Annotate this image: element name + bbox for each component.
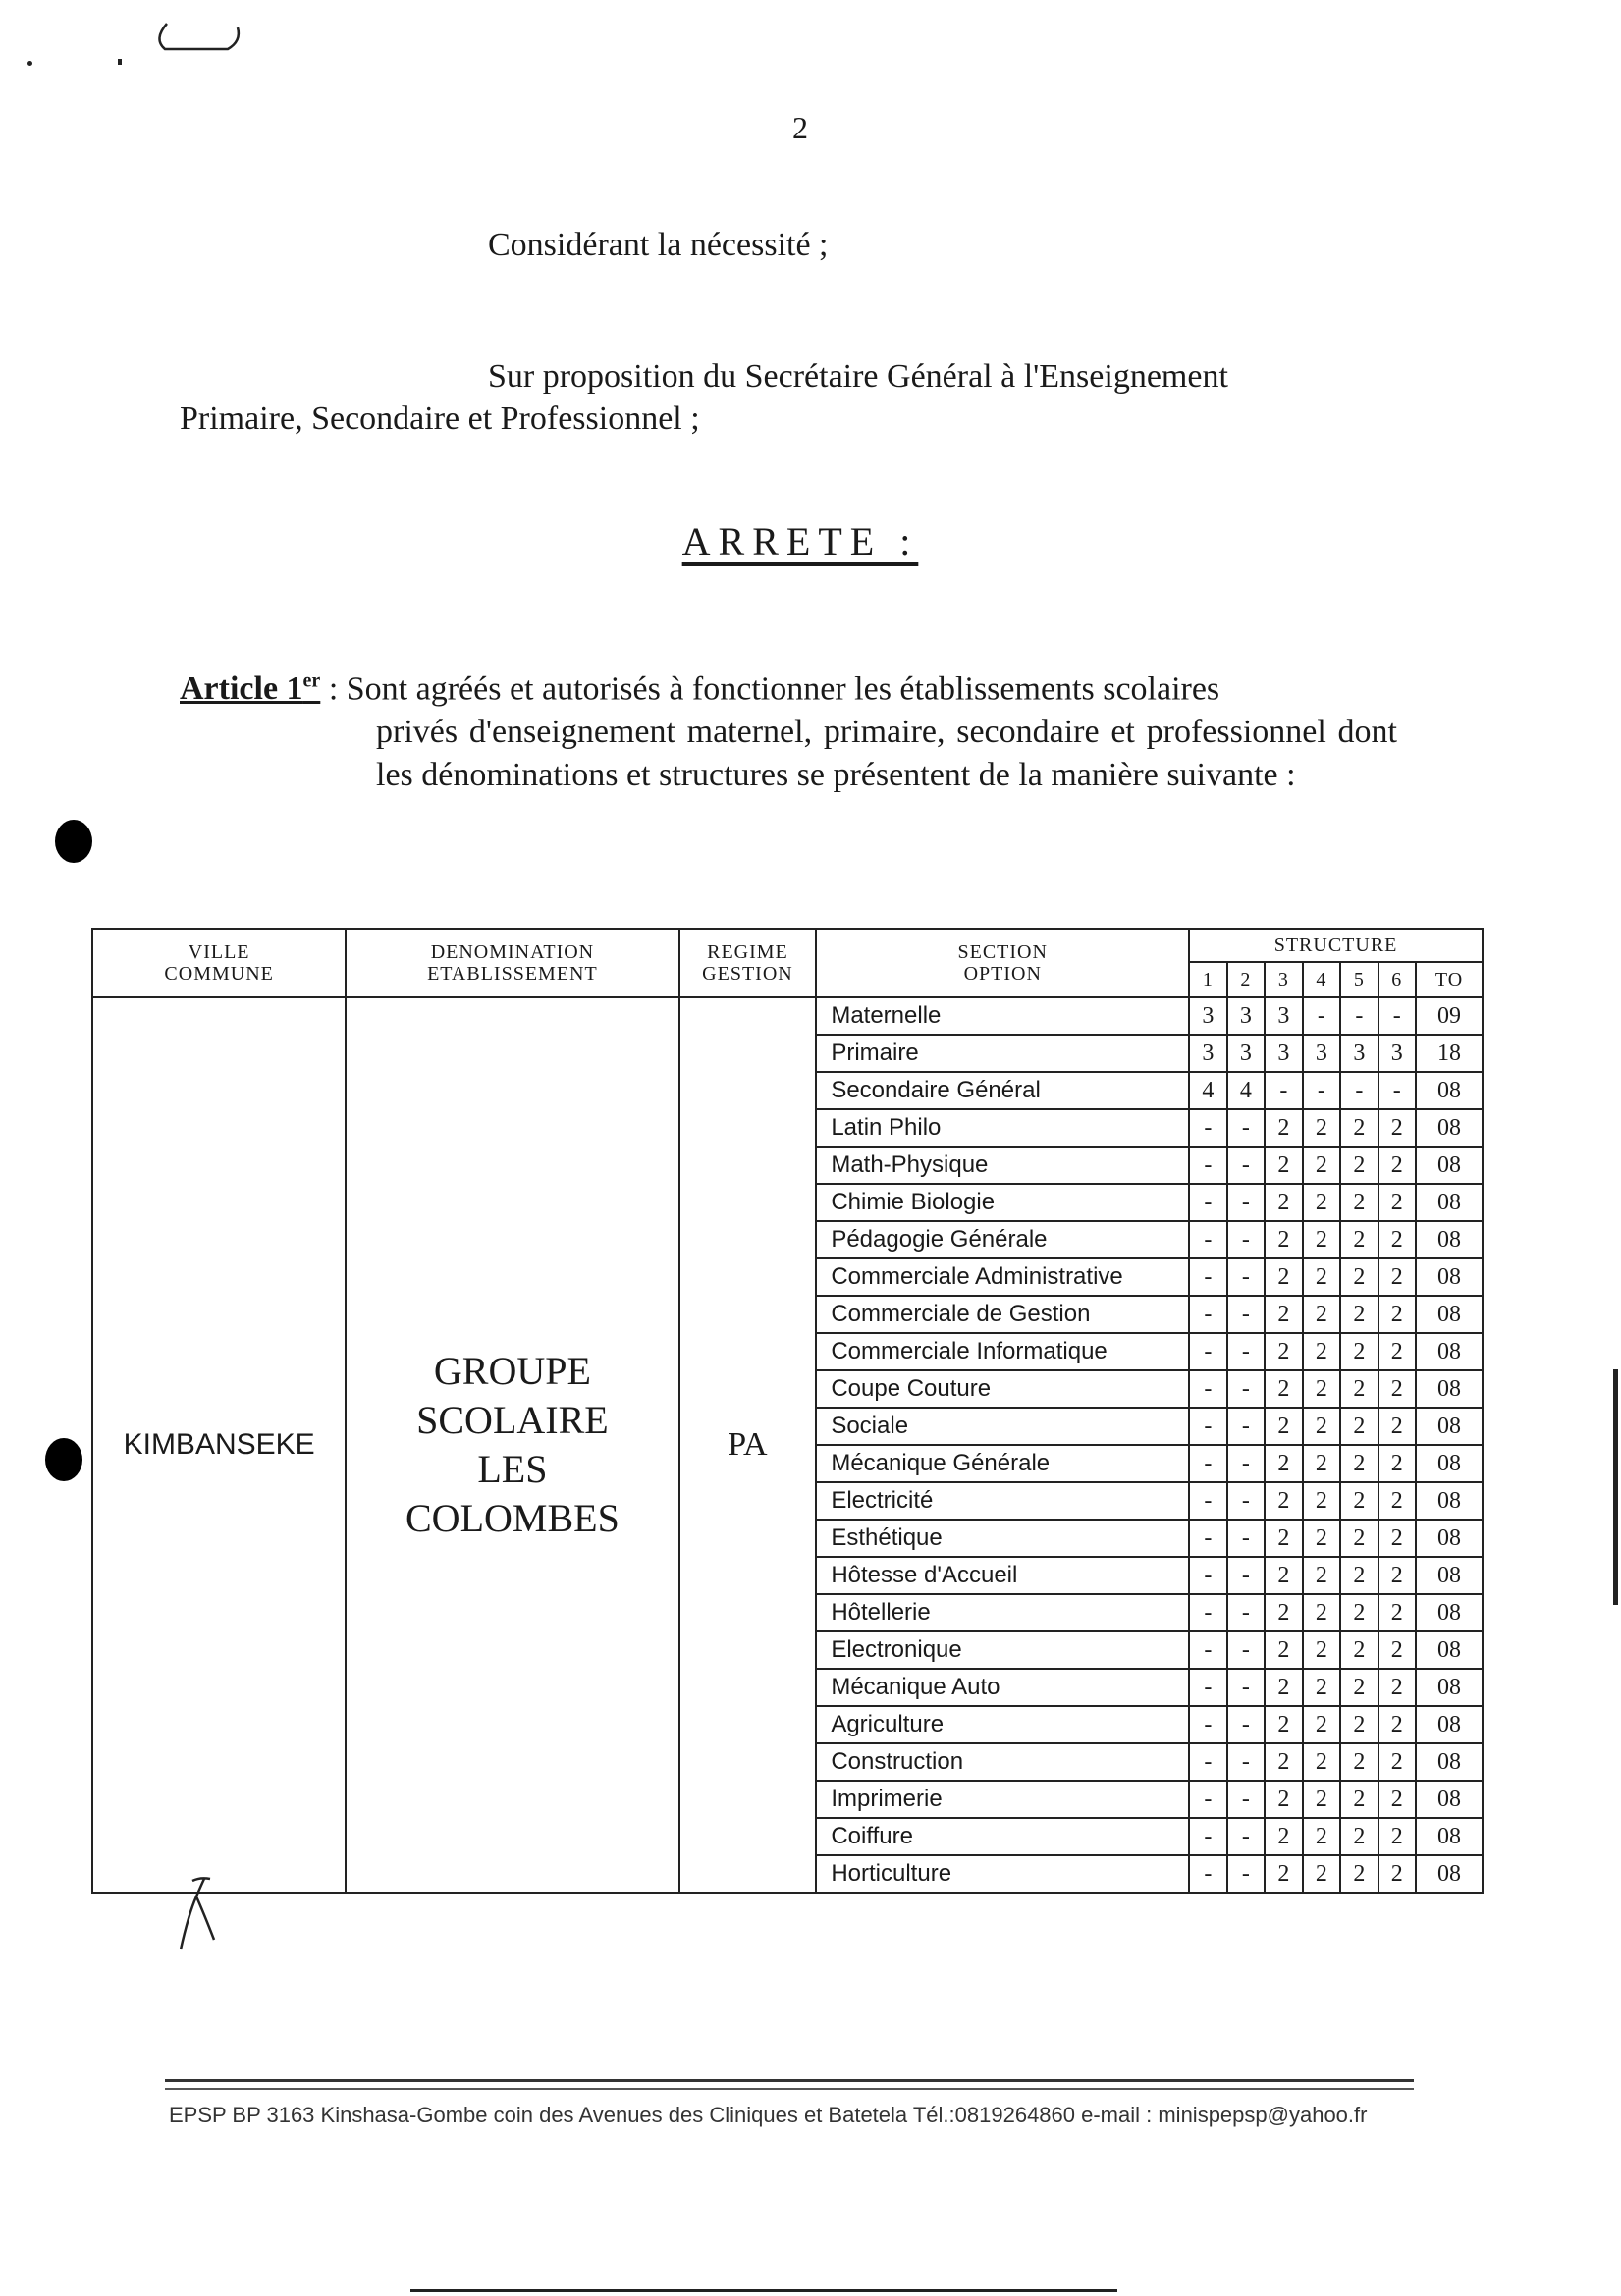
considerant-paragraph: Considérant la nécessité ; [488, 227, 829, 263]
cell-class-3: 2 [1265, 1147, 1302, 1184]
cell-class-4: 2 [1303, 1333, 1340, 1370]
cell-class-5: 2 [1340, 1258, 1378, 1296]
cell-class-2: - [1227, 1258, 1265, 1296]
cell-total: 08 [1416, 1109, 1483, 1147]
cell-class-1: - [1189, 1631, 1226, 1669]
cell-total: 08 [1416, 1706, 1483, 1743]
cell-class-5: 3 [1340, 1035, 1378, 1072]
cell-class-4: 2 [1303, 1818, 1340, 1855]
cell-section-option: Commerciale Administrative [816, 1258, 1189, 1296]
cell-total: 09 [1416, 997, 1483, 1035]
cell-denomination [346, 997, 678, 1893]
cell-class-6: 2 [1378, 1855, 1416, 1893]
cell-class-2: - [1227, 1333, 1265, 1370]
cell-class-4: 2 [1303, 1594, 1340, 1631]
cell-class-1: 3 [1189, 1035, 1226, 1072]
cell-class-4: 2 [1303, 1445, 1340, 1482]
cell-class-1: 3 [1189, 997, 1226, 1035]
cell-class-3: 2 [1265, 1557, 1302, 1594]
cell-class-4: 2 [1303, 1781, 1340, 1818]
cell-class-1: - [1189, 1258, 1226, 1296]
cell-class-3: 2 [1265, 1781, 1302, 1818]
cell-class-4: 2 [1303, 1221, 1340, 1258]
cell-section-option: Electricité [816, 1482, 1189, 1520]
cell-class-3: 2 [1265, 1109, 1302, 1147]
cell-total: 08 [1416, 1631, 1483, 1669]
cell-total: 08 [1416, 1781, 1483, 1818]
cell-class-1: - [1189, 1184, 1226, 1221]
cell-class-1: - [1189, 1147, 1226, 1184]
cell-class-5: 2 [1340, 1445, 1378, 1482]
page-number: 2 [792, 110, 808, 145]
cell-class-6: 2 [1378, 1781, 1416, 1818]
article-colon: : [320, 670, 339, 708]
scan-speck [118, 59, 122, 65]
cell-total: 08 [1416, 1482, 1483, 1520]
cell-class-3: 2 [1265, 1408, 1302, 1445]
cell-class-2: - [1227, 1109, 1265, 1147]
cell-class-4: 2 [1303, 1743, 1340, 1781]
cell-class-4: 2 [1303, 1109, 1340, 1147]
cell-class-4: 2 [1303, 1520, 1340, 1557]
header-regime: REGIME GESTION [679, 929, 817, 997]
cell-class-6: 2 [1378, 1333, 1416, 1370]
cell-section-option: Chimie Biologie [816, 1184, 1189, 1221]
cell-class-6: 2 [1378, 1520, 1416, 1557]
cell-class-5: 2 [1340, 1743, 1378, 1781]
scan-speck [27, 61, 32, 66]
cell-class-1: - [1189, 1557, 1226, 1594]
cell-class-1: - [1189, 1855, 1226, 1893]
cell-section-option: Hôtesse d'Accueil [816, 1557, 1189, 1594]
cell-class-3: 2 [1265, 1669, 1302, 1706]
cell-class-6: 2 [1378, 1669, 1416, 1706]
cell-class-3: 2 [1265, 1855, 1302, 1893]
cell-class-5: 2 [1340, 1818, 1378, 1855]
cell-class-1: - [1189, 1706, 1226, 1743]
cell-class-1: - [1189, 1445, 1226, 1482]
article-title-sup: er [302, 670, 321, 692]
cell-class-2: - [1227, 1594, 1265, 1631]
cell-class-3: 2 [1265, 1296, 1302, 1333]
cell-section-option: Construction [816, 1743, 1189, 1781]
cell-class-5: 2 [1340, 1520, 1378, 1557]
cell-class-1: - [1189, 1482, 1226, 1520]
cell-class-4: 2 [1303, 1370, 1340, 1408]
cell-total: 08 [1416, 1520, 1483, 1557]
cell-class-3: 2 [1265, 1706, 1302, 1743]
cell-class-2: - [1227, 1296, 1265, 1333]
footer-rule [165, 2079, 1414, 2090]
cell-class-4: 2 [1303, 1855, 1340, 1893]
cell-class-3: 2 [1265, 1184, 1302, 1221]
cell-class-6: 2 [1378, 1109, 1416, 1147]
cell-total: 08 [1416, 1184, 1483, 1221]
cell-total: 08 [1416, 1147, 1483, 1184]
cell-class-1: 4 [1189, 1072, 1226, 1109]
cell-section-option: Latin Philo [816, 1109, 1189, 1147]
cell-class-6: 2 [1378, 1258, 1416, 1296]
cell-class-3: 2 [1265, 1258, 1302, 1296]
cell-class-2: 3 [1227, 1035, 1265, 1072]
cell-class-4: 2 [1303, 1258, 1340, 1296]
cell-class-6: 2 [1378, 1706, 1416, 1743]
cell-class-6: 2 [1378, 1631, 1416, 1669]
cell-class-2: - [1227, 1520, 1265, 1557]
cell-class-6: 2 [1378, 1184, 1416, 1221]
signature-initial [175, 1875, 224, 1958]
cell-section-option: Commerciale de Gestion [816, 1296, 1189, 1333]
cell-class-2: - [1227, 1669, 1265, 1706]
cell-ville-commune: KIMBANSEKE [92, 997, 346, 1893]
cell-section-option: Pédagogie Générale [816, 1221, 1189, 1258]
cell-class-4: 2 [1303, 1408, 1340, 1445]
cell-section-option: Horticulture [816, 1855, 1189, 1893]
cell-class-3: 3 [1265, 997, 1302, 1035]
article-title: Article 1er [180, 670, 321, 708]
cell-class-2: - [1227, 1147, 1265, 1184]
cell-class-3: 2 [1265, 1743, 1302, 1781]
cell-class-2: - [1227, 1445, 1265, 1482]
cell-class-2: - [1227, 1743, 1265, 1781]
cell-class-3: 2 [1265, 1333, 1302, 1370]
cell-class-3: 2 [1265, 1631, 1302, 1669]
cell-section-option: Electronique [816, 1631, 1189, 1669]
cell-class-3: 2 [1265, 1445, 1302, 1482]
cell-class-2: - [1227, 1855, 1265, 1893]
cell-class-1: - [1189, 1669, 1226, 1706]
structure-table [91, 928, 1484, 1894]
cell-class-5: - [1340, 997, 1378, 1035]
cell-class-6: 2 [1378, 1594, 1416, 1631]
header-total: TO [1416, 962, 1483, 997]
cell-class-3: 2 [1265, 1221, 1302, 1258]
cell-section-option: Maternelle [816, 997, 1189, 1035]
denomination-line: COLOMBES [405, 1496, 620, 1540]
cell-class-4: 2 [1303, 1631, 1340, 1669]
cell-section-option: Commerciale Informatique [816, 1333, 1189, 1370]
cell-class-2: - [1227, 1221, 1265, 1258]
article-1 [180, 660, 1397, 797]
margin-line [1613, 1369, 1618, 1605]
cell-class-1: - [1189, 1520, 1226, 1557]
cell-class-5: 2 [1340, 1855, 1378, 1893]
header-class-2: 2 [1227, 962, 1265, 997]
cell-class-2: - [1227, 1408, 1265, 1445]
footer-address: EPSP BP 3163 Kinshasa-Gombe coin des Avenues des Cliniques et Batetela Tél.:0819264860 e-mail : minispepsp@yahoo.fr [169, 2103, 1368, 2127]
cell-class-6: 2 [1378, 1147, 1416, 1184]
cell-class-5: 2 [1340, 1482, 1378, 1520]
cell-class-3: 2 [1265, 1594, 1302, 1631]
cell-class-4: 2 [1303, 1557, 1340, 1594]
proposition-paragraph-line1: Sur proposition du Secrétaire Général à l'Enseignement [488, 358, 1228, 395]
cell-class-5: 2 [1340, 1706, 1378, 1743]
header-class-3: 3 [1265, 962, 1302, 997]
cell-section-option: Mécanique Auto [816, 1669, 1189, 1706]
cell-class-2: 3 [1227, 997, 1265, 1035]
cell-class-2: - [1227, 1184, 1265, 1221]
denomination-line: GROUPE [433, 1349, 591, 1393]
table-row [92, 997, 1483, 1035]
cell-class-6: 2 [1378, 1296, 1416, 1333]
cell-total: 08 [1416, 1445, 1483, 1482]
cell-total: 18 [1416, 1035, 1483, 1072]
cell-section-option: Agriculture [816, 1706, 1189, 1743]
corner-scribble [147, 18, 255, 62]
cell-class-6: 2 [1378, 1557, 1416, 1594]
cell-class-4: - [1303, 1072, 1340, 1109]
cell-total: 08 [1416, 1221, 1483, 1258]
cell-class-4: 2 [1303, 1147, 1340, 1184]
cell-class-6: 2 [1378, 1408, 1416, 1445]
cell-class-6: 2 [1378, 1482, 1416, 1520]
cell-class-5: 2 [1340, 1631, 1378, 1669]
cell-class-3: 2 [1265, 1818, 1302, 1855]
cell-total: 08 [1416, 1258, 1483, 1296]
cell-class-5: 2 [1340, 1184, 1378, 1221]
cell-section-option: Mécanique Générale [816, 1445, 1189, 1482]
arrete-heading: ARRETE : [681, 519, 919, 563]
cell-class-4: 2 [1303, 1669, 1340, 1706]
denomination-line: SCOLAIRE [416, 1398, 609, 1442]
cell-class-5: 2 [1340, 1296, 1378, 1333]
cell-class-6: 2 [1378, 1445, 1416, 1482]
cell-class-5: 2 [1340, 1221, 1378, 1258]
cell-total: 08 [1416, 1855, 1483, 1893]
cell-class-2: - [1227, 1781, 1265, 1818]
cell-class-1: - [1189, 1408, 1226, 1445]
cell-section-option: Math-Physique [816, 1147, 1189, 1184]
cell-section-option: Imprimerie [816, 1781, 1189, 1818]
cell-total: 08 [1416, 1743, 1483, 1781]
cell-class-5: 2 [1340, 1408, 1378, 1445]
cell-regime-gestion: PA [679, 997, 817, 1893]
cell-class-2: - [1227, 1818, 1265, 1855]
header-structure: STRUCTURE [1189, 929, 1483, 962]
header-class-5: 5 [1340, 962, 1378, 997]
cell-total: 08 [1416, 1370, 1483, 1408]
cell-class-2: - [1227, 1370, 1265, 1408]
cell-section-option: Coiffure [816, 1818, 1189, 1855]
cell-class-1: - [1189, 1370, 1226, 1408]
cell-class-1: - [1189, 1333, 1226, 1370]
structure-table-wrapper [91, 928, 1484, 1887]
header-denomination: DENOMINATION ETABLISSEMENT [346, 929, 678, 997]
cell-total: 08 [1416, 1557, 1483, 1594]
bottom-edge-line [410, 2289, 1117, 2292]
cell-class-1: - [1189, 1109, 1226, 1147]
cell-class-5: - [1340, 1072, 1378, 1109]
cell-total: 08 [1416, 1072, 1483, 1109]
cell-class-1: - [1189, 1818, 1226, 1855]
cell-class-3: - [1265, 1072, 1302, 1109]
cell-class-5: 2 [1340, 1333, 1378, 1370]
cell-class-6: 2 [1378, 1743, 1416, 1781]
cell-class-4: 2 [1303, 1184, 1340, 1221]
header-class-4: 4 [1303, 962, 1340, 997]
cell-class-2: - [1227, 1706, 1265, 1743]
cell-class-2: - [1227, 1482, 1265, 1520]
cell-class-6: - [1378, 997, 1416, 1035]
cell-class-4: 2 [1303, 1482, 1340, 1520]
hole-punch-mark [55, 820, 92, 863]
header-class-6: 6 [1378, 962, 1416, 997]
article-first-line: Sont agréés et autorisés à fonctionner les établissements scolaires [346, 670, 1220, 708]
cell-section-option: Hôtellerie [816, 1594, 1189, 1631]
cell-class-3: 2 [1265, 1482, 1302, 1520]
header-section: SECTION OPTION [816, 929, 1189, 997]
cell-class-6: 2 [1378, 1221, 1416, 1258]
cell-class-1: - [1189, 1781, 1226, 1818]
cell-total: 08 [1416, 1818, 1483, 1855]
cell-total: 08 [1416, 1333, 1483, 1370]
hole-punch-mark [45, 1438, 82, 1481]
cell-class-2: - [1227, 1631, 1265, 1669]
cell-class-5: 2 [1340, 1370, 1378, 1408]
cell-class-5: 2 [1340, 1669, 1378, 1706]
cell-class-3: 2 [1265, 1370, 1302, 1408]
cell-class-6: 2 [1378, 1370, 1416, 1408]
cell-total: 08 [1416, 1669, 1483, 1706]
cell-class-6: 3 [1378, 1035, 1416, 1072]
cell-class-2: 4 [1227, 1072, 1265, 1109]
header-ville: VILLE COMMUNE [92, 929, 346, 997]
cell-class-5: 2 [1340, 1557, 1378, 1594]
cell-class-4: 3 [1303, 1035, 1340, 1072]
article-body: privés d'enseignement maternel, primaire, secondaire et professionnel dont les dénominations et structures se présentent de la manière suivante : [376, 714, 1397, 794]
cell-class-5: 2 [1340, 1109, 1378, 1147]
denomination-line: LES [477, 1447, 548, 1491]
cell-class-2: - [1227, 1557, 1265, 1594]
cell-class-1: - [1189, 1296, 1226, 1333]
cell-class-4: - [1303, 997, 1340, 1035]
cell-total: 08 [1416, 1594, 1483, 1631]
cell-section-option: Esthétique [816, 1520, 1189, 1557]
cell-class-4: 2 [1303, 1296, 1340, 1333]
cell-total: 08 [1416, 1408, 1483, 1445]
cell-section-option: Primaire [816, 1035, 1189, 1072]
cell-class-3: 3 [1265, 1035, 1302, 1072]
header-class-1: 1 [1189, 962, 1226, 997]
cell-class-6: - [1378, 1072, 1416, 1109]
cell-class-1: - [1189, 1594, 1226, 1631]
cell-class-3: 2 [1265, 1520, 1302, 1557]
cell-section-option: Secondaire Général [816, 1072, 1189, 1109]
cell-class-5: 2 [1340, 1147, 1378, 1184]
cell-total: 08 [1416, 1296, 1483, 1333]
cell-class-1: - [1189, 1221, 1226, 1258]
cell-section-option: Coupe Couture [816, 1370, 1189, 1408]
proposition-paragraph-line2: Primaire, Secondaire et Professionnel ; [180, 400, 700, 437]
cell-class-4: 2 [1303, 1706, 1340, 1743]
cell-class-5: 2 [1340, 1781, 1378, 1818]
cell-class-1: - [1189, 1743, 1226, 1781]
cell-class-6: 2 [1378, 1818, 1416, 1855]
cell-class-5: 2 [1340, 1594, 1378, 1631]
cell-section-option: Sociale [816, 1408, 1189, 1445]
